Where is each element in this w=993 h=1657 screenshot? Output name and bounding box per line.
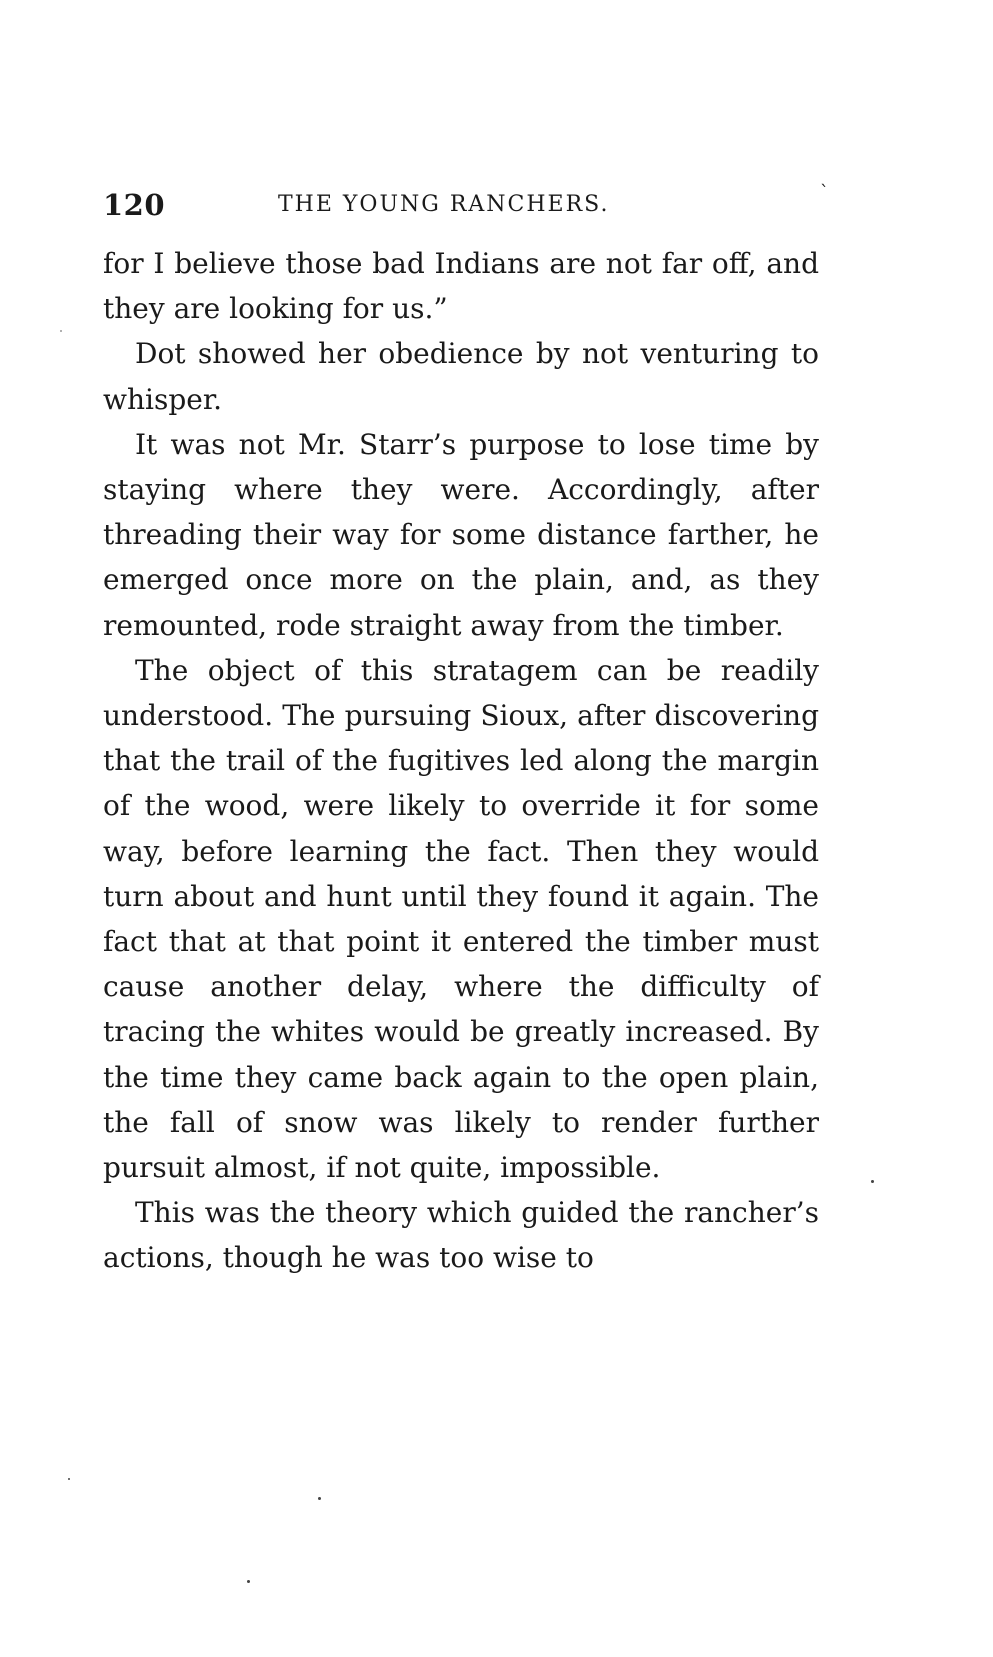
paper-speck <box>871 1180 874 1183</box>
running-title: THE YOUNG RANCHERS. <box>278 192 610 217</box>
paragraph: It was not Mr. Starr’s purpose to lose time by staying where they were. Accordingly, after threading their way for some distance farther, he emerged once more on the plain, and, as they remounted, rode straight away from the timber. <box>103 427 819 642</box>
stray-mark: ` <box>820 182 829 203</box>
running-head <box>103 182 829 228</box>
page-number: 120 <box>103 188 166 222</box>
paragraph: Dot showed her obedience by not venturing to whisper. <box>103 337 819 416</box>
paper-speck <box>247 1580 250 1583</box>
body-text <box>103 241 819 1281</box>
paragraph-continued: for I believe those bad Indians are not far off, and they are looking for us.” <box>103 247 819 326</box>
paragraph: This was the theory which guided the rancher’s actions, though he was too wise to <box>103 1196 819 1275</box>
paper-speck <box>68 1478 70 1480</box>
paper-speck <box>60 330 62 332</box>
paragraph: The object of this stratagem can be readily understood. The pursuing Sioux, after discovering that the trail of the fugitives led along the margin of the wood, were likely to override it for some way, before learning the fact. Then they would turn about and hunt until they found it again. The fact that at that point it entered the timber must cause another delay, where the difficulty of tracing the whites would be greatly increased. By the time they came back again to the open plain, the fall of snow was likely to render further pursuit almost, if not quite, impossible. <box>103 653 819 1185</box>
paper-speck <box>318 1497 321 1500</box>
